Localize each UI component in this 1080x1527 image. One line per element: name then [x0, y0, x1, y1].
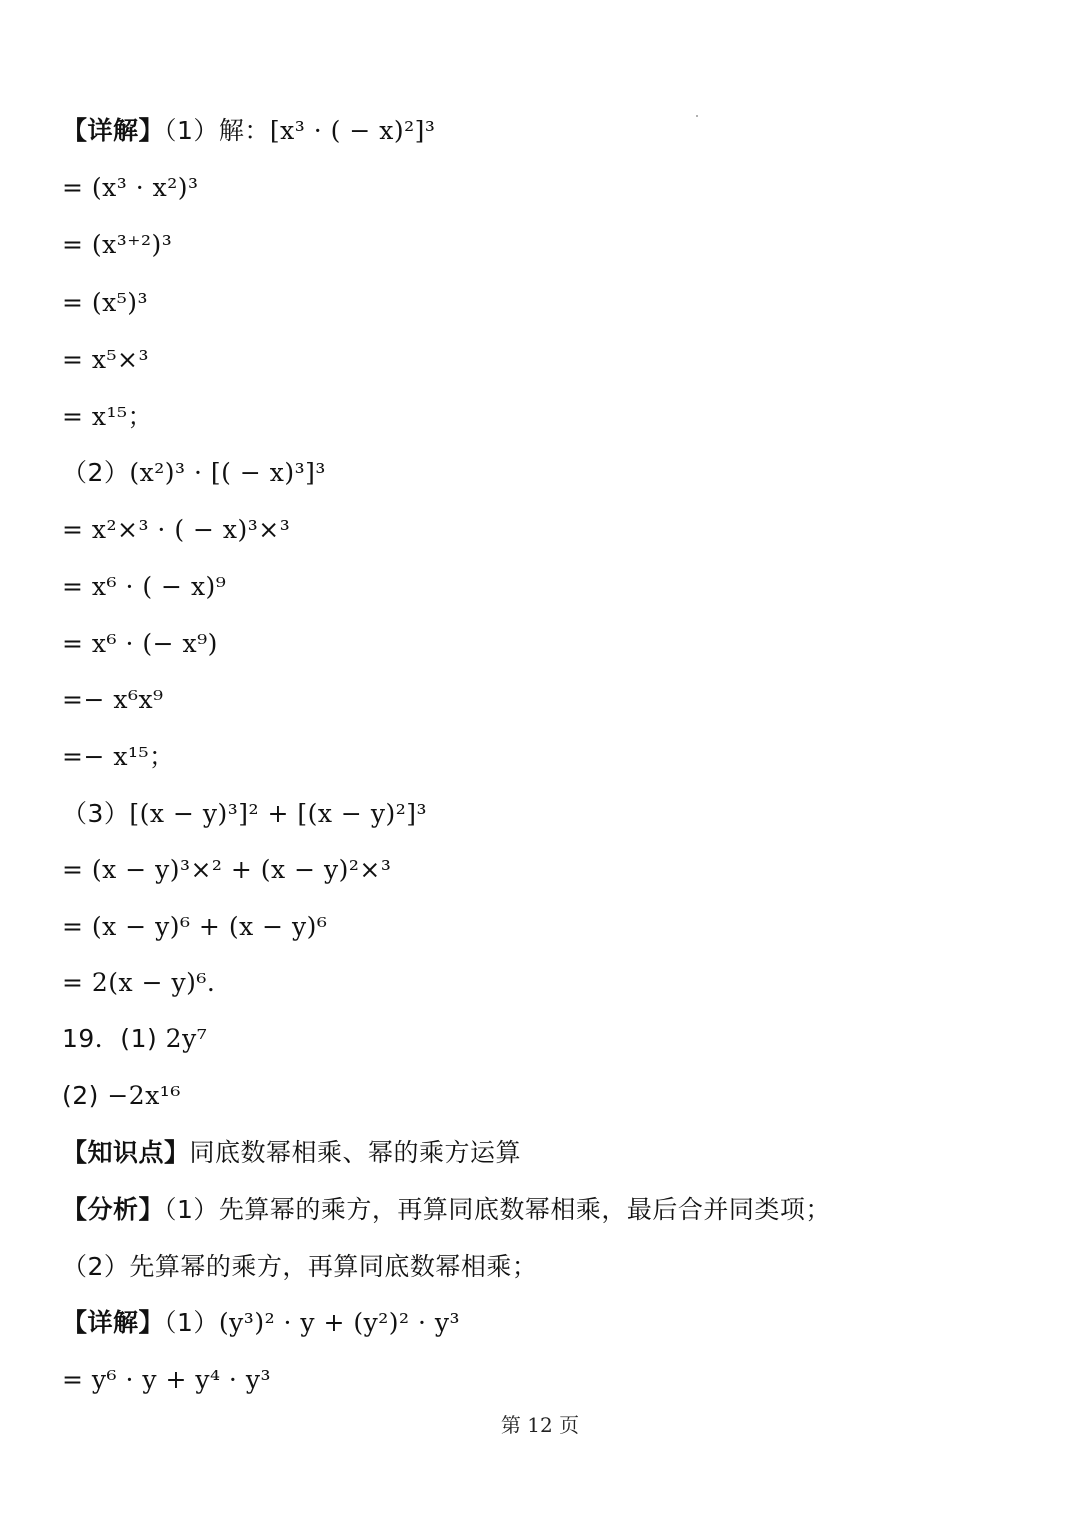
- section-label: 【分析】: [62, 1195, 165, 1224]
- math-expression: −2x¹⁶: [107, 1081, 181, 1110]
- knowledge-point-line: [62, 1136, 521, 1170]
- answer-line-19-2: [62, 1079, 181, 1113]
- math-expression: 2y⁷: [165, 1024, 208, 1053]
- line-text: 同底数幂相乘、幂的乘方运算: [189, 1138, 522, 1167]
- line-prefix: （2）: [62, 458, 130, 487]
- math-expression: =− x⁶x⁹: [62, 685, 164, 714]
- scan-speck: [696, 115, 698, 117]
- math-expression: = (x³ · x²)³: [62, 173, 199, 202]
- math-expression: = 2(x − y)⁶.: [62, 968, 216, 997]
- section-label: 【知识点】: [62, 1138, 190, 1167]
- line-text: （2）先算幂的乘方，再算同底数幂相乘；: [62, 1252, 538, 1281]
- solution-line-13: [62, 797, 427, 831]
- math-expression: = x²×³ · ( − x)³×³: [62, 515, 291, 544]
- solution-line-19-1: [62, 1306, 460, 1340]
- math-expression: = (x³⁺²)³: [62, 230, 173, 259]
- math-expression: =− x¹⁵；: [62, 742, 175, 771]
- solution-line-12: [62, 740, 175, 774]
- line-prefix: （1）解：: [164, 116, 270, 145]
- answer-line-19-1: [62, 1022, 207, 1056]
- solution-line-5: [62, 343, 149, 377]
- analysis-line-1: [62, 1193, 831, 1227]
- math-expression: = (x − y)³×² + (x − y)²×³: [62, 855, 392, 884]
- solution-line-9: [62, 570, 226, 604]
- line-prefix: （1）: [164, 1308, 219, 1337]
- solution-line-15: [62, 910, 327, 944]
- math-expression: = (x⁵)³: [62, 288, 149, 317]
- solution-line-10: [62, 627, 218, 661]
- solution-line-6: [62, 400, 153, 434]
- analysis-line-2: [62, 1250, 537, 1284]
- page-number-footer: 第 12 页: [500, 1413, 580, 1437]
- line-prefix: (2): [62, 1081, 108, 1110]
- solution-line-3: [62, 228, 172, 262]
- solution-line-14: [62, 853, 391, 887]
- section-label: 【详解】: [62, 1308, 165, 1337]
- solution-line-8: [62, 513, 290, 547]
- section-label: 【详解】: [62, 116, 165, 145]
- solution-line-1: [62, 114, 435, 148]
- math-expression: [x³ · ( − x)²]³: [269, 116, 436, 145]
- math-expression: = x¹⁵；: [62, 402, 154, 431]
- math-expression: = x⁶ · (− x⁹): [62, 629, 218, 658]
- math-expression: = x⁵×³: [62, 345, 149, 374]
- solution-line-19-2: [62, 1363, 271, 1397]
- line-text: （1）先算幂的乘方，再算同底数幂相乘，最后合并同类项；: [164, 1195, 831, 1224]
- math-expression: (y³)² · y + (y²)² · y³: [218, 1308, 461, 1337]
- line-prefix: （3）: [62, 799, 130, 828]
- math-expression: = x⁶ · ( − x)⁹: [62, 572, 227, 601]
- line-prefix: 19．(1): [62, 1024, 166, 1053]
- solution-line-7: [62, 456, 326, 490]
- solution-line-4: [62, 286, 148, 320]
- solution-line-11: [62, 683, 164, 717]
- math-expression: (x²)³ · [( − x)³]³: [129, 458, 326, 487]
- math-expression: = (x − y)⁶ + (x − y)⁶: [62, 912, 328, 941]
- solution-line-16: [62, 966, 215, 1000]
- math-expression: = y⁶ · y + y⁴ · y³: [62, 1365, 271, 1394]
- solution-line-2: [62, 171, 199, 205]
- math-expression: [(x − y)³]² + [(x − y)²]³: [129, 799, 427, 828]
